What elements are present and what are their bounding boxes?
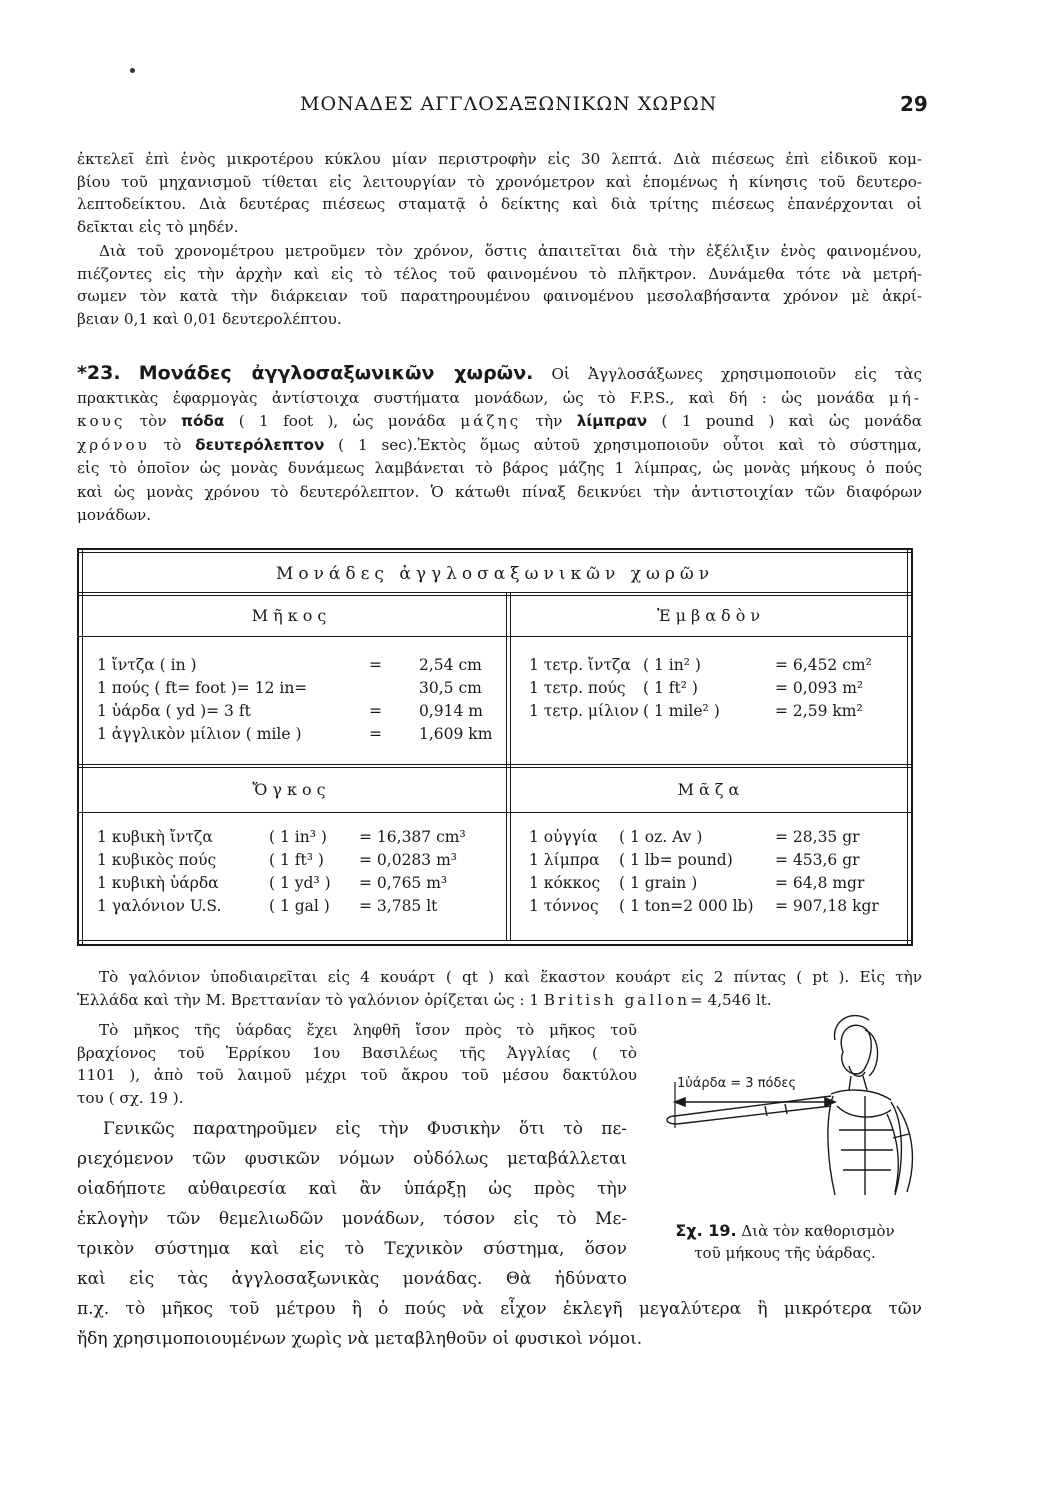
text-line: ἐκλογὴν τῶν θεμελιωδῶν μονάδων, τόσον εἰς τὸ Με- <box>77 1209 627 1229</box>
text-line: τρικὸν σύστημα καὶ εἰς τὸ Τεχνικὸν σύστημα, ὅσον <box>77 1239 627 1259</box>
text-fragment: μάζης <box>460 412 522 430</box>
king-yard-illustration <box>655 1010 925 1200</box>
equals: = <box>369 656 382 674</box>
ink-dot <box>130 68 135 73</box>
text-line: 1101 ), ἀπὸ τοῦ λαιμοῦ μέχρι τοῦ ἄκρου τοῦ μέσου δακτύλου <box>77 1066 637 1084</box>
table-row <box>97 702 497 725</box>
text-line: βειαν 0,1 καὶ 0,01 δευτερολέπτου. <box>77 309 342 328</box>
text-line: Διὰ τοῦ χρονομέτρου μετροῦμεν τὸν χρόνον, ὅστις ἀπαιτεῖται διὰ τὴν ἐξέλιξιν ἑνὸς φαινομένου, <box>99 242 922 260</box>
area-header: Ἐμβαδὸν <box>656 606 766 625</box>
unit-name: 1 ἴντζα ( in ) <box>97 656 197 674</box>
table-row <box>97 725 497 748</box>
unit-name: 1 τετρ. μίλιον <box>529 702 639 720</box>
unit-value: = 907,18 kgr <box>775 897 879 915</box>
unit-value: = 0,0283 m³ <box>359 851 457 869</box>
figure-caption <box>660 1220 910 1264</box>
unit-value: = 64,8 mgr <box>775 874 865 892</box>
unit-symbol: ( 1 in² ) <box>643 656 701 674</box>
table-row <box>97 828 497 851</box>
unit-name: 1 γαλόνιον U.S. <box>97 897 222 915</box>
text-line: του ( σχ. 19 ). <box>77 1088 184 1107</box>
text-line: σωμεν τὸν κατὰ τὴν διάρκειαν τοῦ παρατηρουμένου φαινομένου μεσολαβήσαντα χρόνον μὲ ἀκρί- <box>77 287 922 305</box>
text-line: ἐκτελεῖ ἐπὶ ἑνὸς μικροτέρου κύκλου μίαν περιστροφὴν εἰς 30 λεπτά. Διὰ πιέσεως ἐπὶ εἰδικοῦ κομ- <box>77 150 922 168</box>
unit-name: 1 κυβικὸς πούς <box>97 851 217 869</box>
equals: = <box>369 725 382 743</box>
table-row <box>97 656 497 679</box>
term-foot: πόδα <box>180 412 225 430</box>
running-header: ΜΟΝΑΔΕΣ ΑΓΓΛΟΣΑΞΩΝΙΚΩΝ ΧΩΡΩΝ <box>300 93 718 115</box>
section-number: *23. <box>77 362 121 384</box>
text-line: Τὸ μῆκος τῆς ὑάρδας ἔχει ληφθῆ ἴσον πρὸς τὸ μῆκος τοῦ <box>99 1021 637 1039</box>
unit-name: 1 κόκκος <box>529 874 601 892</box>
text-line: ριεχόμενον τῶν φυσικῶν νόμων οὐδόλως μεταβάλλεται <box>77 1149 627 1169</box>
text-fragment: χρόνου <box>77 435 150 454</box>
figure-label: 1ὑάρδα = 3 πόδες <box>677 1076 797 1091</box>
unit-value: = 16,387 cm³ <box>359 828 466 846</box>
text-fragment: κους <box>77 412 126 430</box>
chronometer-paragraph <box>77 240 922 330</box>
yard-paragraph <box>77 1019 637 1109</box>
unit-name: 1 οὐγγία <box>529 828 598 846</box>
unit-symbol: ( 1 ft² ) <box>643 679 698 697</box>
generally-paragraph <box>77 1114 627 1294</box>
table-row <box>529 828 899 851</box>
term-pound: λίμπραν <box>576 412 648 430</box>
text-fragment: πρακτικὰς ἐφαρμογὰς ἀντίστοιχα συστήματα μονάδων, ὡς τὸ F.P.S., καὶ δή : ὡς μονάδα <box>77 388 875 407</box>
unit-value: 2,54 cm <box>419 656 482 674</box>
generally-paragraph-cont <box>77 1294 922 1354</box>
text-line: βραχίονος τοῦ Ἑρρίκου 1ου Βασιλέως τῆς Ἀγγλίας ( τὸ <box>77 1043 637 1062</box>
text-line: εἰς τὸ ὁποῖον ὡς μονὰς δυνάμεως λαμβάνεται τὸ βάρος μάζης 1 λίμπρας, ὡς μονὰς μήκους ὁ πούς <box>77 459 922 477</box>
text-fragment: British gallon <box>543 991 690 1009</box>
text-fragment: Οἱ Ἀγγλοσάξωνες χρησιμοποιοῦν εἰς τὰς <box>551 365 922 383</box>
unit-symbol: ( 1 lb= pound) <box>619 851 733 869</box>
text-fragment: τὴν <box>535 412 563 430</box>
unit-value: = 0,093 m² <box>775 679 864 697</box>
gallon-paragraph <box>77 966 922 1012</box>
text-fragment: τὸν <box>139 412 167 430</box>
unit-name: 1 τετρ. πούς <box>529 679 626 697</box>
unit-name: 1 πούς ( ft= foot )= 12 in= <box>97 679 308 697</box>
caption-line-2: τοῦ μήκους τῆς ὑάρδας. <box>694 1244 876 1262</box>
table-row <box>529 656 899 679</box>
text-fragment: τὸ <box>163 435 182 454</box>
unit-value: = 0,765 m³ <box>359 874 448 892</box>
unit-value: = 3,785 lt <box>359 897 438 915</box>
table-row <box>97 897 497 920</box>
text-fragment: ( 1 pound ) καὶ ὡς μονάδα <box>661 412 923 430</box>
table-row <box>97 874 497 897</box>
text-line: λεπτοδείκτου. Διὰ δευτέρας πιέσεως σταματᾷ ὁ δείκτης καὶ διὰ τρίτης πιέσεως ἐπανέρχονται οἱ <box>77 195 922 213</box>
unit-value: 30,5 cm <box>419 679 482 697</box>
text-line: μονάδων. <box>77 506 152 524</box>
unit-value: = 2,59 km² <box>775 702 863 720</box>
text-fragment: Ἑλλάδα καὶ τὴν Μ. Βρεττανίαν τὸ γαλόνιον ὁρίζεται ὡς : 1 <box>77 991 540 1009</box>
intro-paragraph <box>77 148 922 238</box>
text-fragment: = 4,546 lt. <box>689 991 772 1009</box>
unit-value: = 453,6 gr <box>775 851 860 869</box>
text-line <box>77 387 922 411</box>
text-line: ἤδη χρησιμοποιουμένων χωρὶς νὰ μεταβληθοῦν οἱ φυσικοὶ νόμοι. <box>77 1329 643 1349</box>
text-line: Γενικῶς παρατηροῦμεν εἰς τὴν Φυσικὴν ὅτι τὸ πε- <box>103 1119 627 1139</box>
unit-symbol: ( 1 gal ) <box>269 897 330 915</box>
table-row <box>529 897 899 920</box>
text-line: πιέζοντες εἰς τὴν ἀρχὴν καὶ εἰς τὸ τέλος τοῦ φαινομένου τὸ πλῆκτρον. Δυνάμεθα τότε νὰ μετρή- <box>77 264 922 283</box>
table-row <box>529 679 899 702</box>
text-fragment: ( 1 foot ), ὡς μονάδα <box>238 412 446 430</box>
text-line: οἱαδήποτε αὐθαιρεσία καὶ ἂν ὑπάρξῃ ὡς πρὸς τὴν <box>77 1179 627 1199</box>
unit-name: 1 λίμπρα <box>529 851 600 869</box>
text-line: δεῖκται εἰς τὸ μηδέν. <box>77 217 239 236</box>
table-row <box>529 874 899 897</box>
unit-value: = 6,452 cm² <box>775 656 872 674</box>
unit-name: 1 κυβικὴ ἴντζα <box>97 828 213 846</box>
figure-19 <box>655 1010 925 1200</box>
unit-value: = 28,35 gr <box>775 828 860 846</box>
length-header: Μῆκος <box>251 606 332 625</box>
unit-symbol: ( 1 grain ) <box>619 874 698 892</box>
caption-line <box>660 1220 910 1242</box>
unit-name: 1 κυβικὴ ὑάρδα <box>97 874 219 892</box>
equals: = <box>369 702 382 720</box>
text-fragment: μή- <box>888 388 922 407</box>
term-second: δευτερόλεπτον <box>195 435 325 454</box>
mass-header: Μᾶζα <box>677 780 745 799</box>
unit-value: 1,609 km <box>419 725 493 743</box>
unit-symbol: ( 1 yd³ ) <box>269 874 331 892</box>
text-line: π.χ. τὸ μῆκος τοῦ μέτρου ἢ ὁ πούς νὰ εἶχον ἐκλεγῆ μεγαλύτερα ἢ μικρότερα τῶν <box>77 1299 922 1319</box>
caption-number: Σχ. 19. <box>675 1221 737 1240</box>
text-line <box>77 989 922 1012</box>
table-row <box>529 702 899 725</box>
volume-header: Ὄγκος <box>252 780 331 799</box>
unit-value: 0,914 m <box>419 702 483 720</box>
unit-name: 1 ἀγγλικὸν μίλιον ( mile ) <box>97 725 302 743</box>
text-line: Τὸ γαλόνιον ὑποδιαιρεῖται εἰς 4 κουάρτ ( qt ) καὶ ἕκαστον κουάρτ εἰς 2 πίντας ( pt ). Εἰς τὴν <box>99 968 922 986</box>
unit-symbol: ( 1 in³ ) <box>269 828 327 846</box>
unit-symbol: ( 1 ft³ ) <box>269 851 324 869</box>
section-title: Μονάδες ἀγγλοσαξωνικῶν χωρῶν. <box>138 362 534 384</box>
unit-name: 1 τόννος <box>529 897 599 915</box>
unit-name: 1 τετρ. ἴντζα <box>529 656 631 674</box>
caption-text: Διὰ τὸν καθορισμὸν <box>741 1222 895 1240</box>
text-line: καὶ εἰς τὰς ἀγγλοσαξωνικὰς μονάδας. Θὰ ἠδύνατο <box>77 1269 627 1289</box>
text-fragment: ( 1 sec).Ἐκτὸς ὅμως αὐτοῦ χρησιμοποιοῦν οὗτοι καὶ τὸ σύστημα, <box>338 435 922 454</box>
unit-name: 1 ὑάρδα ( yd )= 3 ft <box>97 702 251 720</box>
units-table <box>77 548 913 946</box>
table-row <box>529 851 899 874</box>
page-number: 29 <box>900 92 928 116</box>
unit-symbol: ( 1 mile² ) <box>643 702 720 720</box>
table-row <box>97 679 497 702</box>
table-row <box>97 851 497 874</box>
text-line: καὶ ὡς μονὰς χρόνου τὸ δευτερόλεπτον. Ὁ κάτωθι πίναξ δεικνύει τὴν ἀντιστοιχίαν τῶν διαφόρων <box>77 482 922 501</box>
unit-symbol: ( 1 ton=2 000 lb) <box>619 897 754 915</box>
text-line <box>77 410 922 434</box>
section-23 <box>77 362 922 528</box>
section-heading-line <box>77 362 922 387</box>
text-line: βίου τοῦ μηχανισμοῦ τίθεται εἰς λειτουργίαν τὸ χρονόμετρον καὶ ἑπομένως ἡ κίνησις τοῦ δευτερο- <box>77 172 922 191</box>
text-line <box>77 434 922 458</box>
unit-symbol: ( 1 oz. Av ) <box>619 828 703 846</box>
table-caption: Μονάδες ἀγγλοσαξωνικῶν χωρῶν <box>275 564 715 584</box>
